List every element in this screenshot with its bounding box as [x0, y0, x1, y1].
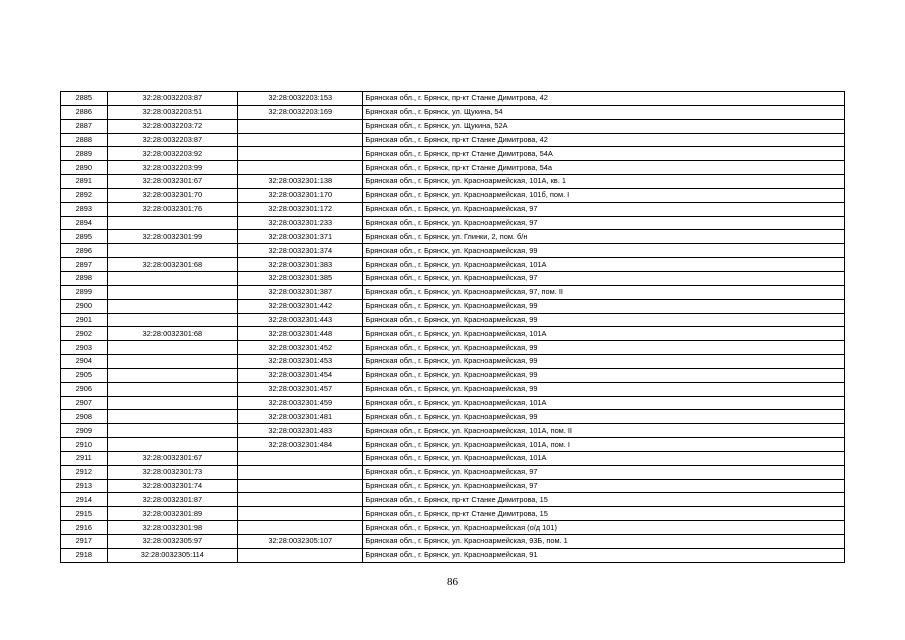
- table-row: [61, 119, 845, 133]
- table-row: [61, 327, 845, 341]
- row-number-cell: 2914: [61, 493, 108, 507]
- address-cell: Брянская обл., г. Брянск, ул. Красноармейская, 99: [363, 244, 845, 258]
- cadastral-number-cell: 32:28:0032301:87: [107, 493, 237, 507]
- premises-cadastral-number-cell: 32:28:0032301:387: [238, 285, 363, 299]
- premises-cadastral-number-cell: 32:28:0032301:454: [238, 368, 363, 382]
- address-cell: Брянская обл., г. Брянск, ул. Красноармейская, 97: [363, 202, 845, 216]
- table-row: [61, 493, 845, 507]
- row-number-cell: 2886: [61, 105, 108, 119]
- cadastral-number-cell: [107, 396, 237, 410]
- address-cell: Брянская обл., г. Брянск, пр-кт Станке Димитрова, 42: [363, 133, 845, 147]
- address-cell: Брянская обл., г. Брянск, ул. Красноармейская, 99: [363, 368, 845, 382]
- row-number-cell: 2892: [61, 188, 108, 202]
- table-row: [61, 133, 845, 147]
- cadastral-number-cell: 32:28:0032301:99: [107, 230, 237, 244]
- cadastral-number-cell: 32:28:0032301:73: [107, 465, 237, 479]
- cadastral-number-cell: 32:28:0032305:97: [107, 535, 237, 549]
- table-row: [61, 244, 845, 258]
- premises-cadastral-number-cell: [238, 548, 363, 562]
- cadastral-number-cell: 32:28:0032301:67: [107, 451, 237, 465]
- cadastral-number-cell: 32:28:0032203:87: [107, 133, 237, 147]
- premises-cadastral-number-cell: [238, 133, 363, 147]
- row-number-cell: 2911: [61, 451, 108, 465]
- row-number-cell: 2917: [61, 535, 108, 549]
- row-number-cell: 2912: [61, 465, 108, 479]
- premises-cadastral-number-cell: 32:28:0032203:169: [238, 105, 363, 119]
- table-body: [61, 92, 845, 563]
- table-row: [61, 451, 845, 465]
- row-number-cell: 2887: [61, 119, 108, 133]
- row-number-cell: 2916: [61, 521, 108, 535]
- premises-cadastral-number-cell: 32:28:0032301:374: [238, 244, 363, 258]
- premises-cadastral-number-cell: 32:28:0032301:484: [238, 438, 363, 452]
- table-row: [61, 230, 845, 244]
- address-cell: Брянская обл., г. Брянск, ул. Красноармейская, 91: [363, 548, 845, 562]
- premises-cadastral-number-cell: 32:28:0032301:233: [238, 216, 363, 230]
- table-row: [61, 299, 845, 313]
- cadastral-number-cell: 32:28:0032301:76: [107, 202, 237, 216]
- cadastral-number-cell: 32:28:0032203:99: [107, 161, 237, 175]
- row-number-cell: 2888: [61, 133, 108, 147]
- table-row: [61, 479, 845, 493]
- row-number-cell: 2900: [61, 299, 108, 313]
- address-cell: Брянская обл., г. Брянск, пр-кт Станке Димитрова, 15: [363, 493, 845, 507]
- premises-cadastral-number-cell: 32:28:0032301:459: [238, 396, 363, 410]
- cadastral-number-cell: [107, 216, 237, 230]
- table-row: [61, 161, 845, 175]
- address-cell: Брянская обл., г. Брянск, ул. Красноармейская, 101б, пом. I: [363, 188, 845, 202]
- cadastral-number-cell: [107, 299, 237, 313]
- row-number-cell: 2905: [61, 368, 108, 382]
- cadastral-number-cell: 32:28:0032305:114: [107, 548, 237, 562]
- row-number-cell: 2896: [61, 244, 108, 258]
- row-number-cell: 2903: [61, 341, 108, 355]
- cadastral-number-cell: 32:28:0032203:87: [107, 92, 237, 106]
- cadastral-number-cell: 32:28:0032301:74: [107, 479, 237, 493]
- premises-cadastral-number-cell: [238, 147, 363, 161]
- premises-cadastral-number-cell: 32:28:0032301:481: [238, 410, 363, 424]
- table-row: [61, 313, 845, 327]
- address-cell: Брянская обл., г. Брянск, ул. Красноармейская, 99: [363, 299, 845, 313]
- cadastral-number-cell: 32:28:0032203:72: [107, 119, 237, 133]
- address-cell: Брянская обл., г. Брянск, ул. Красноармейская, 99: [363, 341, 845, 355]
- premises-cadastral-number-cell: [238, 493, 363, 507]
- premises-cadastral-number-cell: 32:28:0032305:107: [238, 535, 363, 549]
- row-number-cell: 2913: [61, 479, 108, 493]
- cadastral-number-cell: 32:28:0032301:89: [107, 507, 237, 521]
- address-cell: Брянская обл., г. Брянск, ул. Красноармейская, 93Б, пом. 1: [363, 535, 845, 549]
- table-row: [61, 548, 845, 562]
- address-cell: Брянская обл., г. Брянск, ул. Красноармейская, 101А: [363, 396, 845, 410]
- row-number-cell: 2907: [61, 396, 108, 410]
- cadastral-number-cell: [107, 410, 237, 424]
- table-row: [61, 368, 845, 382]
- address-cell: Брянская обл., г. Брянск, пр-кт Станке Димитрова, 54а: [363, 161, 845, 175]
- page-number: 86: [447, 576, 458, 588]
- table-row: [61, 216, 845, 230]
- cadastral-number-cell: [107, 424, 237, 438]
- table-row: [61, 424, 845, 438]
- table-row: [61, 285, 845, 299]
- address-cell: Брянская обл., г. Брянск, ул. Красноармейская, 99: [363, 382, 845, 396]
- table-row: [61, 396, 845, 410]
- row-number-cell: 2918: [61, 548, 108, 562]
- address-cell: Брянская обл., г. Брянск, ул. Красноармейская, 101А, кв. 1: [363, 175, 845, 189]
- address-cell: Брянская обл., г. Брянск, ул. Красноармейская, 97: [363, 216, 845, 230]
- premises-cadastral-number-cell: [238, 161, 363, 175]
- table-row: [61, 258, 845, 272]
- table-row: [61, 341, 845, 355]
- row-number-cell: 2909: [61, 424, 108, 438]
- premises-cadastral-number-cell: 32:28:0032301:172: [238, 202, 363, 216]
- premises-cadastral-number-cell: [238, 521, 363, 535]
- premises-cadastral-number-cell: 32:28:0032301:170: [238, 188, 363, 202]
- table-row: [61, 355, 845, 369]
- premises-cadastral-number-cell: [238, 507, 363, 521]
- address-cell: Брянская обл., г. Брянск, пр-кт Станке Димитрова, 54А: [363, 147, 845, 161]
- address-cell: Брянская обл., г. Брянск, ул. Красноармейская (о/д 101): [363, 521, 845, 535]
- table-row: [61, 175, 845, 189]
- address-cell: Брянская обл., г. Брянск, ул. Красноармейская, 99: [363, 313, 845, 327]
- table-row: [61, 438, 845, 452]
- table-row: [61, 188, 845, 202]
- cadastral-number-cell: [107, 341, 237, 355]
- cadastral-number-cell: [107, 438, 237, 452]
- row-number-cell: 2891: [61, 175, 108, 189]
- row-number-cell: 2893: [61, 202, 108, 216]
- address-cell: Брянская обл., г. Брянск, ул. Щукина, 52А: [363, 119, 845, 133]
- table-row: [61, 105, 845, 119]
- row-number-cell: 2902: [61, 327, 108, 341]
- row-number-cell: 2915: [61, 507, 108, 521]
- cadastral-number-cell: [107, 313, 237, 327]
- row-number-cell: 2889: [61, 147, 108, 161]
- address-cell: Брянская обл., г. Брянск, ул. Красноармейская, 101А: [363, 327, 845, 341]
- premises-cadastral-number-cell: 32:28:0032301:448: [238, 327, 363, 341]
- table-row: [61, 271, 845, 285]
- cadastral-number-cell: [107, 285, 237, 299]
- row-number-cell: 2897: [61, 258, 108, 272]
- row-number-cell: 2885: [61, 92, 108, 106]
- cadastral-number-cell: [107, 355, 237, 369]
- address-cell: Брянская обл., г. Брянск, ул. Красноармейская, 99: [363, 355, 845, 369]
- address-cell: Брянская обл., г. Брянск, ул. Красноармейская, 97: [363, 465, 845, 479]
- premises-cadastral-number-cell: [238, 479, 363, 493]
- premises-cadastral-number-cell: 32:28:0032301:371: [238, 230, 363, 244]
- cadastral-number-cell: 32:28:0032301:70: [107, 188, 237, 202]
- cadastral-number-cell: 32:28:0032301:68: [107, 258, 237, 272]
- cadastral-number-cell: 32:28:0032203:92: [107, 147, 237, 161]
- premises-cadastral-number-cell: 32:28:0032301:385: [238, 271, 363, 285]
- table-row: [61, 202, 845, 216]
- premises-cadastral-number-cell: 32:28:0032203:153: [238, 92, 363, 106]
- premises-cadastral-number-cell: 32:28:0032301:442: [238, 299, 363, 313]
- row-number-cell: 2899: [61, 285, 108, 299]
- premises-cadastral-number-cell: 32:28:0032301:453: [238, 355, 363, 369]
- cadastral-number-cell: 32:28:0032301:68: [107, 327, 237, 341]
- cadastral-number-cell: [107, 271, 237, 285]
- address-cell: Брянская обл., г. Брянск, ул. Глинки, 2, пом. б/н: [363, 230, 845, 244]
- address-cell: Брянская обл., г. Брянск, ул. Красноармейская, 97: [363, 479, 845, 493]
- row-number-cell: 2904: [61, 355, 108, 369]
- row-number-cell: 2908: [61, 410, 108, 424]
- address-cell: Брянская обл., г. Брянск, ул. Красноармейская, 101А, пом. I: [363, 438, 845, 452]
- cadastral-number-cell: [107, 368, 237, 382]
- row-number-cell: 2895: [61, 230, 108, 244]
- address-cell: Брянская обл., г. Брянск, ул. Красноармейская, 99: [363, 410, 845, 424]
- table-row: [61, 507, 845, 521]
- address-cell: Брянская обл., г. Брянск, ул. Красноармейская, 97, пом. II: [363, 285, 845, 299]
- address-cell: Брянская обл., г. Брянск, ул. Красноармейская, 101А: [363, 258, 845, 272]
- premises-cadastral-number-cell: [238, 451, 363, 465]
- row-number-cell: 2898: [61, 271, 108, 285]
- address-cell: Брянская обл., г. Брянск, ул. Щукина, 54: [363, 105, 845, 119]
- premises-cadastral-number-cell: 32:28:0032301:457: [238, 382, 363, 396]
- table-row: [61, 382, 845, 396]
- table-row: [61, 535, 845, 549]
- table-row: [61, 92, 845, 106]
- address-cell: Брянская обл., г. Брянск, пр-кт Станке Димитрова, 42: [363, 92, 845, 106]
- address-cell: Брянская обл., г. Брянск, ул. Красноармейская, 97: [363, 271, 845, 285]
- premises-cadastral-number-cell: 32:28:0032301:452: [238, 341, 363, 355]
- row-number-cell: 2910: [61, 438, 108, 452]
- cadastral-number-cell: 32:28:0032301:98: [107, 521, 237, 535]
- table-row: [61, 410, 845, 424]
- table-row: [61, 521, 845, 535]
- row-number-cell: 2894: [61, 216, 108, 230]
- cadastral-number-cell: [107, 244, 237, 258]
- row-number-cell: 2890: [61, 161, 108, 175]
- cadastral-number-cell: 32:28:0032301:67: [107, 175, 237, 189]
- premises-cadastral-number-cell: 32:28:0032301:383: [238, 258, 363, 272]
- premises-cadastral-number-cell: 32:28:0032301:138: [238, 175, 363, 189]
- cadastral-number-cell: [107, 382, 237, 396]
- cadastral-number-cell: 32:28:0032203:51: [107, 105, 237, 119]
- address-cell: Брянская обл., г. Брянск, пр-кт Станке Димитрова, 15: [363, 507, 845, 521]
- row-number-cell: 2901: [61, 313, 108, 327]
- row-number-cell: 2906: [61, 382, 108, 396]
- cadastral-table: [60, 91, 845, 563]
- premises-cadastral-number-cell: [238, 465, 363, 479]
- address-cell: Брянская обл., г. Брянск, ул. Красноармейская, 101А, пом. II: [363, 424, 845, 438]
- premises-cadastral-number-cell: [238, 119, 363, 133]
- premises-cadastral-number-cell: 32:28:0032301:443: [238, 313, 363, 327]
- table-row: [61, 147, 845, 161]
- address-cell: Брянская обл., г. Брянск, ул. Красноармейская, 101А: [363, 451, 845, 465]
- table-row: [61, 465, 845, 479]
- premises-cadastral-number-cell: 32:28:0032301:483: [238, 424, 363, 438]
